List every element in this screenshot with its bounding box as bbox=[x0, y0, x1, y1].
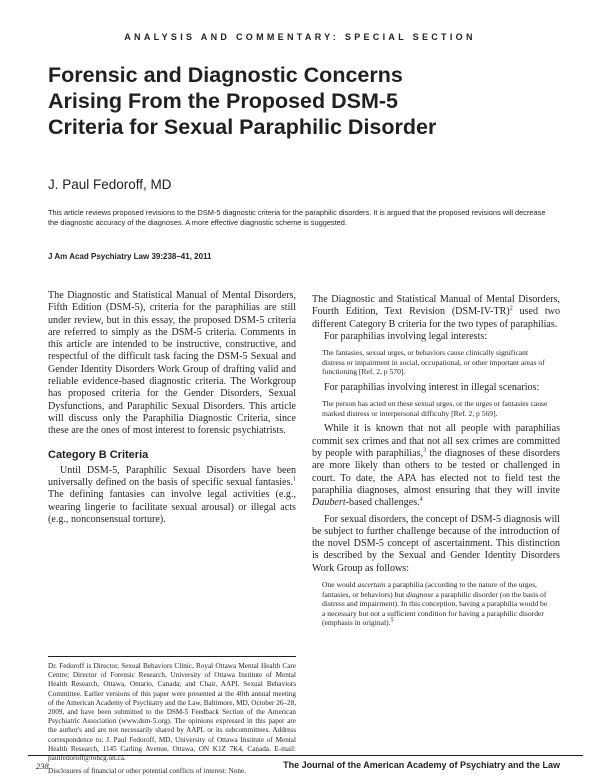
left-column bbox=[48, 290, 296, 526]
citation-ref[interactable]: 4 bbox=[419, 496, 423, 503]
paragraph: The Diagnostic and Statistical Manual of Mental Disorders, Fourth Edition, Text Revision $(DSM-IV-TR)^2$ used two different Category B criteria for the two types of paraphilias. bbox=[312, 294, 560, 330]
right-column bbox=[312, 294, 560, 633]
title-line: Criteria for Sexual Paraphilic Disorder bbox=[48, 115, 437, 139]
paragraph: Until DSM-5, Paraphilic Sexual Disorders have been universally defined on the basis of specific sexual fantasies.$^1$ The defining fantasies can involve legal activities (e.g., wearing lingerie to facilitate sexual arousal) or illegal acts (e.g., nonconsensual torture). bbox=[48, 464, 296, 526]
paragraph: The Diagnostic and Statistical Manual of Mental Disorders, Fifth Edition (DSM-5), criteria for the paraphilias are still under review, but in this essay, the proposed DSM-5 criteria are referred to simply as the DSM-5 criteria. Comments in this article are intended to be instructive, constructive, and respectful of the difficult task facing the DSM-5 Sexual and Gender Identity Disorders Work Group of drafting valid and reliable evidence-based diagnostic criteria. The Workgroup has proposed criteria for the Gender Disorders, Sexual Dysfunctions, and Paraphilic Sexual Disorders. This article will discuss only the Paraphilia Diagnostic Criteria, since these are the ones of most interest to forensic psychiatrists. bbox=[48, 290, 296, 437]
page-number: 238 bbox=[36, 761, 49, 771]
paragraph: While it is known that not all people with paraphilias commit sex crimes and that not all sex crimes are committed by people with paraphilias,$^3$ the diagnoses of these disorders are more likely than others to be tested or challenged in court. To date, the APA has elected not to field test the paraphilia diagnoses, almost ensuring that they will invite Daubert-based challenges.$^4$ bbox=[312, 423, 560, 509]
journal-name: The Journal of the American Academy of Psychiatry and the Law bbox=[283, 760, 560, 770]
block-quote: The fantasies, sexual urges, or behaviors cause clinically significant distress or impairment in social, occupational, or other important areas of functioning [Ref. 2, p 570]. bbox=[322, 348, 545, 377]
section-header: ANALYSIS AND COMMENTARY: SPECIAL SECTION bbox=[124, 32, 476, 42]
block-quote: One would ascertain a paraphilia (according to the nature of the urges, fantasies, or behaviors) but diagnose a paraphilic disorder (on the basis of distress and impairment). In this conception, having a paraphilia would be a necessary but not a sufficient condition for having a paraphilic disorder (emphasis in original).$^5$ bbox=[322, 580, 548, 628]
citation: J Am Acad Psychiatry Law 39:238–41, 2011 bbox=[48, 252, 212, 261]
footer-divider bbox=[28, 755, 583, 756]
citation-ref[interactable]: 3 bbox=[423, 447, 427, 454]
author: J. Paul Fedoroff, MD bbox=[48, 177, 172, 192]
citation-ref[interactable]: 5 bbox=[390, 617, 394, 624]
title-line: Arising From the Proposed DSM-5 bbox=[48, 89, 399, 113]
footnote-disclosure: Disclosures of financial or other potential conflicts of interest: None. bbox=[48, 767, 246, 776]
footnote-divider bbox=[48, 656, 296, 657]
citation-ref[interactable]: 2 bbox=[509, 305, 513, 312]
paragraph: For sexual disorders, the concept of DSM-5 diagnosis will be subject to further challenge because of the introduction of the novel DSM-5 concept of ascertainment. This distinction is described by the Sexual and Gender Identity Disorders Work Group as follows: bbox=[312, 513, 560, 574]
paragraph: For paraphilias involving legal interests: bbox=[324, 330, 488, 342]
section-heading: Category B Criteria bbox=[48, 448, 149, 461]
citation-ref[interactable]: 1 bbox=[293, 476, 296, 483]
block-quote: The person has acted on these sexual urges, or the urges or fantasies cause marked distress or interpersonal difficulty [Ref. 2, p 569]. bbox=[322, 399, 548, 418]
title-line: Forensic and Diagnostic Concerns bbox=[48, 63, 403, 87]
paragraph: For paraphilias involving interest in illegal scenarios: bbox=[324, 381, 540, 393]
footnote-affiliation: Dr. Fedoroff is Director, Sexual Behaviors Clinic, Royal Ottawa Mental Health Care Centre; Director of Forensic Research, University of Ottawa Institute of Mental Health Research, Ottawa, Ontario, Canada; and Chair, AAPL Sexual Behaviors Committee. Earlier versions of this paper were presented at the 40th annual meeting of the American Academy of Psychiatry and the Law, Baltimore, MD, October 26–28, 2009, and have been submitted to the DSM-5 Feedback Section of the American Psychiatric Association (www.dsm-5.org). The opinions expressed in this paper are the author's and are not necessarily shared by AAPL or its subcommittees. Address correspondence to: J. Paul Fedoroff, MD, University of Ottawa Institute of Mental Health Research, 1145 Carling Avenue, Ottawa, ON K1Z 7K4, Canada. E-mail: paulfedoroff@rohcg.on.ca. bbox=[48, 662, 296, 763]
author-footnote bbox=[48, 662, 296, 776]
abstract: This article reviews proposed revisions to the DSM-5 diagnostic criteria for the paraphilic disorders. It is argued that the proposed revisions will decrease the diagnostic accuracy of the diagnoses. A more effective diagnostic scheme is suggested. bbox=[48, 208, 546, 228]
article-title bbox=[48, 62, 568, 140]
